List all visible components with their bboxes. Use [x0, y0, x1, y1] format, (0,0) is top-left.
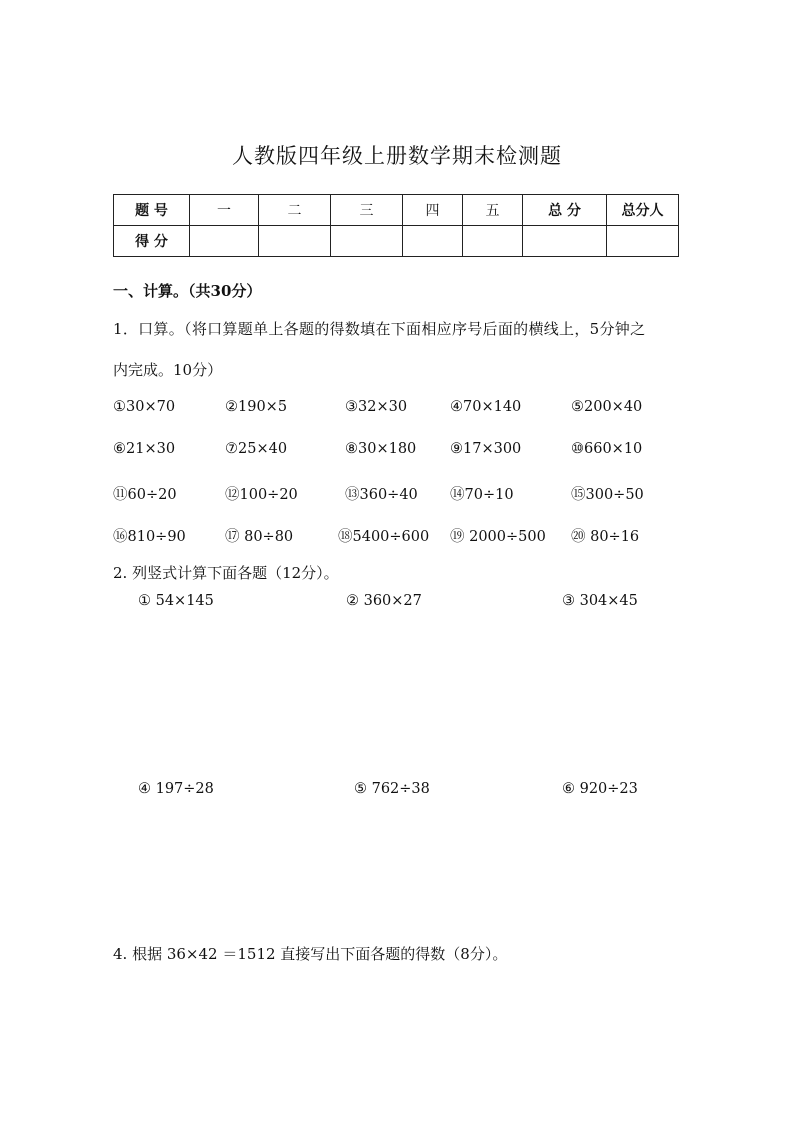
mental-math-item: ⑪60÷20	[113, 487, 177, 503]
mental-math-item: ⑱5400÷600	[338, 529, 430, 545]
score-table-header-row	[114, 195, 679, 226]
mental-math-row-3	[113, 483, 693, 503]
mental-math-item: ⑩660×10	[571, 441, 643, 457]
header-section-2: 二	[259, 195, 331, 226]
score-table	[113, 194, 679, 257]
mental-math-item: ⑯810÷90	[113, 529, 186, 545]
score-cell[interactable]	[607, 226, 679, 257]
vertical-calc-row-2	[0, 781, 794, 801]
header-section-4: 四	[403, 195, 463, 226]
mental-math-item: ④70×140	[450, 399, 522, 415]
score-cell[interactable]	[331, 226, 403, 257]
page-title: 人教版四年级上册数学期末检测题	[232, 144, 562, 168]
mental-math-item: ③32×30	[345, 399, 408, 415]
mental-math-item: ⑰ 80÷80	[225, 529, 294, 545]
header-section-5: 五	[463, 195, 523, 226]
score-cell[interactable]	[259, 226, 331, 257]
header-question-number: 题 号	[114, 195, 190, 226]
score-cell[interactable]	[523, 226, 607, 257]
mental-math-item: ⑥21×30	[113, 441, 176, 457]
question-4-heading: 4. 根据 36×42 ＝1512 直接写出下面各题的得数（8分）。	[113, 945, 508, 963]
score-cell[interactable]	[190, 226, 259, 257]
mental-math-item: ⑦25×40	[225, 441, 288, 457]
question-1-instruction: 1．口算。（将口算题单上各题的得数填在下面相应序号后面的横线上，5分钟之	[113, 320, 646, 338]
mental-math-item: ⑧30×180	[345, 441, 417, 457]
mental-math-item: ⑭70÷10	[450, 487, 514, 503]
mental-math-row-1	[113, 399, 693, 419]
mental-math-item: ②190×5	[225, 399, 288, 415]
mental-math-item: ⑮300÷50	[571, 487, 644, 503]
vertical-calc-item: ④ 197÷28	[138, 781, 214, 797]
vertical-calc-item: ① 54×145	[138, 593, 214, 609]
section-1-heading: 一、计算。（共30分）	[113, 282, 262, 300]
mental-math-row-2	[113, 441, 693, 461]
header-section-1: 一	[190, 195, 259, 226]
score-cell[interactable]	[403, 226, 463, 257]
vertical-calc-item: ② 360×27	[346, 593, 422, 609]
score-table-score-row	[114, 226, 679, 257]
mental-math-item: ⑬360÷40	[345, 487, 418, 503]
score-cell[interactable]	[463, 226, 523, 257]
mental-math-item: ⑨17×300	[450, 441, 522, 457]
header-total: 总 分	[523, 195, 607, 226]
mental-math-item: ⑲ 2000÷500	[450, 529, 546, 545]
vertical-calc-item: ③ 304×45	[562, 593, 638, 609]
mental-math-item: ⑤200×40	[571, 399, 643, 415]
question-1-instruction-cont: 内完成。10分）	[113, 361, 223, 379]
mental-math-item: ①30×70	[113, 399, 176, 415]
question-2-heading: 2. 列竖式计算下面各题（12分）。	[113, 564, 339, 582]
mental-math-row-4	[113, 525, 693, 545]
mental-math-item: ⑳ 80÷16	[571, 529, 640, 545]
mental-math-item: ⑫100÷20	[225, 487, 298, 503]
vertical-calc-item: ⑤ 762÷38	[354, 781, 430, 797]
row-label-score: 得 分	[114, 226, 190, 257]
header-section-3: 三	[331, 195, 403, 226]
vertical-calc-item: ⑥ 920÷23	[562, 781, 638, 797]
vertical-calc-row-1	[0, 593, 794, 613]
header-grader: 总分人	[607, 195, 679, 226]
